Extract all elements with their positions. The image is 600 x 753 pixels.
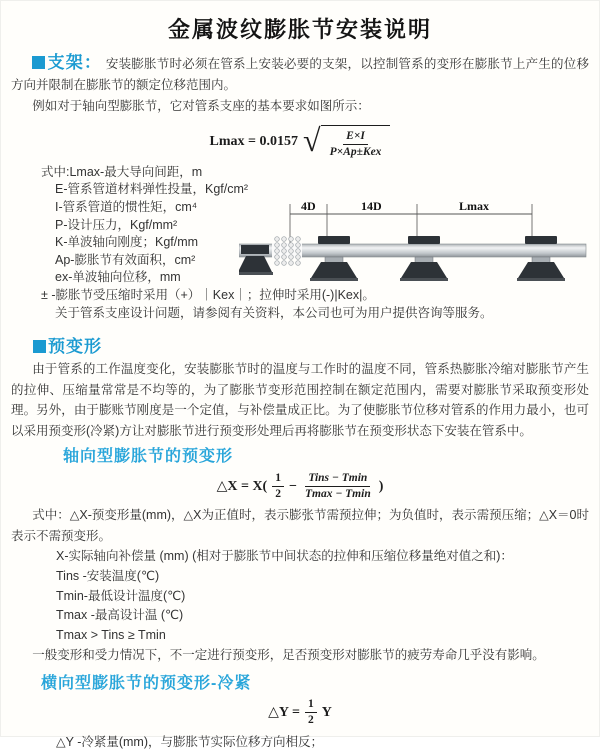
definition-line: K-单波轴向刚度；Kgf/mm [55, 235, 199, 250]
definition-line: ex-单波轴向位移，mm [55, 270, 181, 285]
dimension-label-14d: 14D [361, 198, 382, 213]
definition-line: P-设计压力，Kgf/mm² [55, 217, 178, 232]
support-section-heading [32, 53, 103, 72]
definition-line: E-管系管道材料弹性投量，Kgf/cm² [55, 182, 249, 197]
dimension-label-4d: 4D [301, 198, 316, 213]
lmax-formula-denominator: P×Ap±Kex [329, 145, 382, 158]
temp-definition-line: Tins -安装温度(℃) [56, 569, 160, 584]
lmax-formula-numerator: E×I [343, 129, 368, 145]
temp-condition-line: Tmax > Tins ≥ Tmin [56, 627, 166, 642]
predeform-section-heading [33, 332, 589, 357]
temp-definition-line: Tmax -最高设计温 (℃) [56, 608, 184, 623]
lmax-formula-radicand [321, 125, 391, 160]
bellows-icon [272, 237, 302, 266]
axial-x-definition: X-实际轴向补偿量 (mm) (相对于膨胀节中间状态的拉伸和压缩位移量绝对值之和)： [56, 549, 513, 564]
service-note: 关于管系支座设计问题，请参阅有关资料，本公司也可为用户提供咨询等服务。 [55, 305, 493, 320]
lateral-note-line: △Y -冷紧量(mm)，与膨胀节实际位移方向相反； [56, 734, 324, 749]
definition-intro-line: 式中:Lmax-最大导向间距，m [41, 164, 203, 179]
support-heading-label: 支架： [47, 53, 103, 72]
support-example-line: 例如对于轴向型膨胀节，它对管系支座的基本要求如图所示： [32, 99, 370, 113]
lateral-formula-rhs: Y [321, 704, 332, 720]
support-intro-paragraph [11, 52, 589, 96]
dimension-label-lmax: Lmax [459, 198, 489, 213]
support-intro-text: 安装膨胀节时必须在管系上安装必要的支架，以控制管系的变形在膨胀节上产生的位移方向并限制在膨胀节的额定位移范围内。 [11, 57, 589, 92]
predeform-heading-label: 预变形 [48, 337, 102, 357]
lateral-predeform-heading: 横向型膨胀节的预变形-冷紧 [41, 675, 252, 693]
guide-support-icon [517, 236, 565, 281]
axial-formula-temp-fraction: $\frac{\text{Tins − Tmin}}{Tmax - Tmin}$ [304, 472, 371, 501]
predeform-paragraph: 由于管系的工作温度变化，安装膨胀节时的温度与工作时的温度不同，管系热膨胀冷缩对膨胀节产生的拉伸、压缩量常常是不均等的，为了膨胀节变形范围控制在额定范围内，需要对膨胀节采取预变形处理。另外，由于膨账节刚度是一个定值，与补偿量成正比。为了使膨胀节位移对管系的作用力最小，也可以采用预变形(冷紧)方让对膨胀节进行预变形处理后再将膨胀节在预变形状态下安装在管系中。 [11, 362, 589, 438]
axial-formula-half-fraction: $\frac{1}{2}$ [272, 471, 284, 502]
axial-formula-lhs: △X = X( [216, 479, 268, 495]
page-title: 金属波纹膨胀节安装说明 [167, 17, 432, 42]
axial-formula-close-paren: ) [378, 478, 384, 494]
axial-predeform-heading: 轴向型膨胀节的预变形 [63, 448, 234, 466]
guide-support-icon [400, 236, 448, 281]
section-square-icon [33, 340, 46, 353]
axial-formula [11, 471, 589, 502]
axial-note-paragraph: 式中：△X-预变形量(mm)，△X为正值时，表示膨张节需预拉伸；为负值时，表示需预压缩；△X＝0时表示不需预变形。 [11, 508, 589, 543]
lateral-formula [11, 697, 589, 728]
axial-closing-line: 一般变形和受力情况下，不一定进行预变形，足否预变形对膨胀节的疲劳寿命几乎没有影响。 [32, 648, 545, 663]
variable-definitions-region [41, 164, 589, 322]
lateral-formula-lhs: △Y = [268, 705, 300, 721]
definition-line: I-管系管道的惯性矩，cm⁴ [55, 200, 198, 215]
lmax-formula [11, 122, 589, 160]
lmax-formula-lhs: Lmax = 0.0157 [209, 134, 299, 150]
lateral-formula-half-fraction: $\frac{1}{2}$ [305, 697, 317, 728]
sign-convention-note: ± -膨胀节受压缩时采用（+）｜Kex｜；拉伸时采用(-)|Kex|。 [41, 288, 375, 303]
axial-formula-minus: − [288, 478, 297, 494]
definition-line: Ap-膨胀节有效面积，cm² [55, 252, 196, 267]
section-square-icon [32, 56, 45, 69]
temp-definition-line: Tmin-最低设计温度(℃) [56, 588, 186, 603]
pipe-support-diagram [239, 198, 589, 294]
anchor-support-icon [239, 245, 273, 275]
sqrt-radical-icon: √ [303, 122, 321, 159]
guide-support-icon [310, 236, 358, 281]
